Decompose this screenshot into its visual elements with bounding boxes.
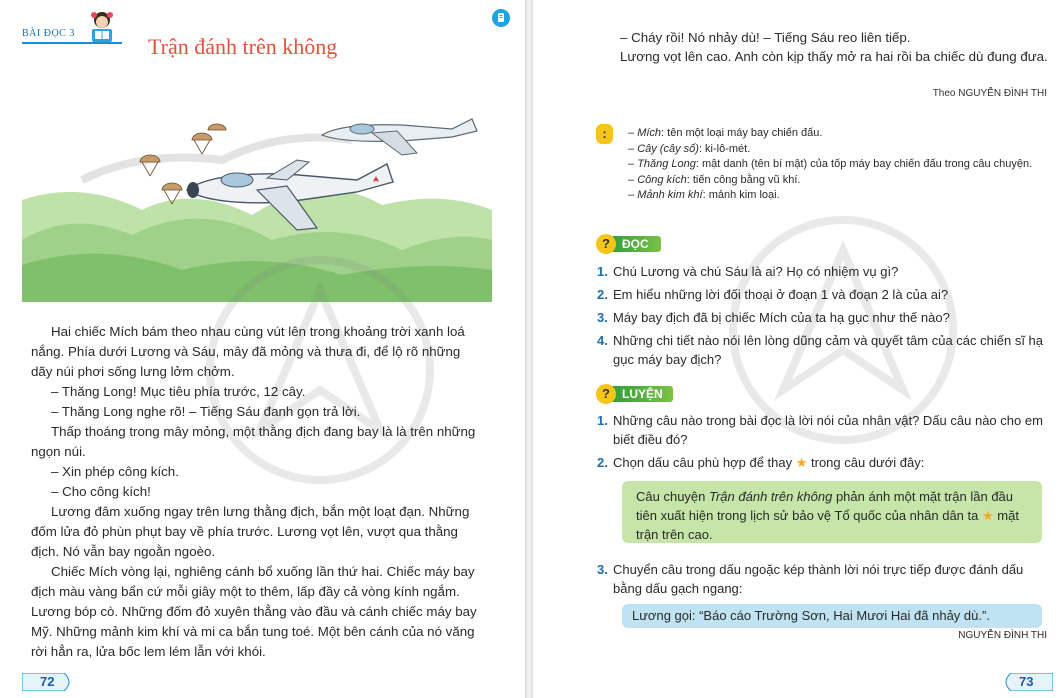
section-heading-text: ĐỌC HIỂU — [608, 236, 661, 252]
story-dialogue: – Thăng Long nghe rõ! – Tiếng Sáu đanh gọn trả lời. — [51, 404, 361, 419]
reading-questions — [597, 262, 1049, 373]
book-gutter — [525, 0, 533, 698]
story-dialogue: – Xin phép công kích. — [51, 464, 179, 479]
glossary-icon: : — [596, 124, 613, 144]
glossary — [628, 126, 1048, 204]
question-item: 2. Em hiểu những lời đối thoại ở đoạn 1 và đoạn 2 là của ai? — [597, 287, 949, 302]
question-item: 4. Những chi tiết nào nói lên lòng dũng cảm và quyết tâm của các chiến sĩ hạ gục máy bay địch? — [597, 333, 1044, 367]
story-dialogue: – Cháy rồi! Nó nhảy dù! – Tiếng Sáu reo liên tiếp. — [620, 30, 911, 45]
page-number-right-text: 73 — [1019, 674, 1034, 689]
source-attribution: Theo NGUYỄN ĐÌNH THI — [932, 88, 1047, 99]
story-dialogue: – Cho công kích! — [51, 484, 151, 499]
glossary-item: – Cây (cây số): ki-lô-mét. — [628, 142, 751, 155]
section-heading-text: LUYỆN TẬP — [608, 386, 673, 402]
glossary-item: – Mảnh kim khí: mảnh kim loại. — [628, 189, 780, 201]
question-item: 3. Chuyển câu trong dấu ngoặc kép thành lời nói trực tiếp được đánh dấu bằng dấu gạch ngang: — [597, 562, 1024, 596]
page-number-left — [22, 673, 74, 691]
question-item: 3. Máy bay địch đã bị chiếc Mích của ta hạ gục như thế nào? — [597, 310, 950, 325]
reading-girl-mascot-icon — [84, 8, 120, 44]
audio-icon[interactable] — [492, 9, 510, 27]
question-item: 2. Chọn dấu câu phù hợp để thay ★ trong câu dưới đây: — [597, 455, 925, 470]
lesson-tag: BÀI ĐỌC 3 — [22, 28, 75, 39]
story-dialogue: – Thăng Long! Mục tiêu phía trước, 12 cây. — [51, 384, 306, 399]
story-text — [31, 322, 483, 662]
page-number-left-text: 72 — [40, 674, 55, 689]
story-paragraph: Hai chiếc Mích bám theo nhau cùng vút lên trong khoảng trời xanh loá nắng. Phía dưới Lương và Sáu, mây đã mỏng và thưa đi, để lộ rõ những dãy núi phơi sống lưng lởm chởm. — [31, 324, 465, 379]
practice-question-3 — [597, 560, 1049, 602]
question-mark-icon: ? — [596, 384, 616, 404]
glossary-item: – Mích: tên một loại máy bay chiến đấu. — [628, 127, 823, 139]
glossary-item: – Thăng Long: mật danh (tên bí mật) của tốp máy bay chiến đấu trong câu chuyện. — [628, 158, 1033, 170]
author-signature: NGUYỄN ĐÌNH THI — [958, 630, 1047, 641]
story-paragraph: Lương vọt lên cao. Anh còn kịp thấy mở ra hai rồi ba chiếc dù đung đưa. — [620, 49, 1048, 64]
quote-box: Lương gọi: “Báo cáo Trường Sơn, Hai Mươi Hai đã nhảy dù.”. — [622, 604, 1042, 628]
star-icon: ★ — [982, 508, 994, 523]
page-number-right — [1001, 673, 1053, 691]
story-paragraph: Thấp thoáng trong mây mỏng, một thằng địch đang bay là là trên những ngọn núi. — [31, 424, 476, 459]
question-mark-icon: ? — [596, 234, 616, 254]
story-continuation — [620, 28, 1058, 66]
practice-questions — [597, 411, 1049, 476]
left-page — [0, 0, 525, 698]
glossary-item: – Công kích: tiến công bằng vũ khí. — [628, 173, 801, 186]
lesson-title: Trận đánh trên không — [148, 34, 338, 59]
story-paragraph: Chiếc Mích vòng lại, nghiêng cánh bổ xuống lần thứ hai. Chiếc máy bay địch màu vàng bẩn cứ mỗi giây một to thêm, lấp đầy cả vòng kính ngắm. Lương bóp cò. Những đốm đỏ xuyên thẳng vào đầu và cánh chiếc máy bay Mỹ. Những mảnh kim khí và mi ca bắn tung toé. Một bên cánh của nó văng rời hẳn ra, lửa bốc lem lém lẫn với khói. — [31, 564, 477, 659]
story-paragraph: Lương đâm xuống ngay trên lưng thằng địch, bắn một loạt đạn. Những đốm lửa đỏ phùn phụt bay về phía trước. Lương vọt lên, vượt qua thằng địch. Nó vẫn bay ngoằn ngoèo. — [31, 504, 470, 559]
question-item: 1. Chú Lương và chú Sáu là ai? Họ có nhiệm vụ gì? — [597, 264, 899, 279]
question-item: 1. Những câu nào trong bài đọc là lời nói của nhân vật? Dấu câu nào cho em biết điều đó? — [597, 413, 1043, 447]
star-icon: ★ — [795, 455, 808, 470]
fill-in-box: Câu chuyện Trận đánh trên không phản ánh một mặt trận lần đầu tiên xuất hiện trong lịch sử bảo vệ Tổ quốc của nhân dân ta ★ mặt trận trên cao. — [622, 481, 1042, 543]
